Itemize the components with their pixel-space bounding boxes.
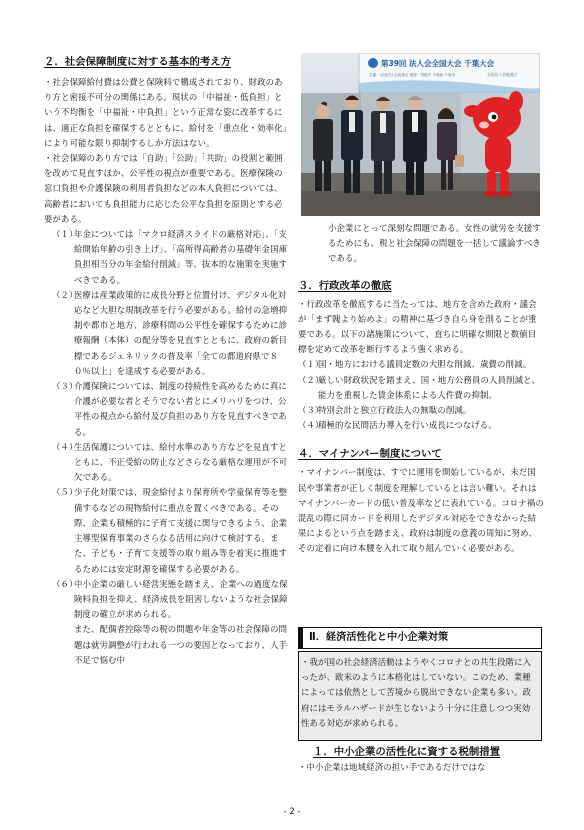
paragraph-economic-situation: ・我が国の社会経済活動はようやくコロナとの共生段階に入ったが、欧米のように本格化はしていない。このため、業種によっては依然として苦境から脱出できない企業も多い。政府にはモラルハザードが生じないよう十分に注意しつつ実効性ある対応が求められる。 [301,657,532,728]
section-heading-social-security: ２．社会保障制度に対する基本的考え方 [44,56,232,68]
list-item: （２） 医療は産業政策的に成長分野と位置付け、デジタル化対応など大胆な規制改革を行う必要がある。給付の急増抑制や都市と地方、診療科間の公平性を確保するために診療報酬（本体）の配分等を見直すとともに、政府の新目標であるジェネリックの普及率「全ての都道府県で８０％以上」を達成する必要がある。 [52,289,288,376]
section-heading-administrative-reform: ３．行政改革の徹底 [298,279,392,292]
paragraph-continued: また、配偶者控除等の税の問題や年金等の社会保障の問題は就労調整が行われる一つの要因となっており、人手不足で悩む中 [74,624,288,665]
section-heading-sme-tax: １．中小企業の活性化に資する税制措置 [313,746,501,758]
paragraph-self-help-role: ・社会保障のあり方では「自助」「公助」「共助」の役割と範囲を改めて見直すほか、公平性の視点が重要である。医療保険の窓口負担や介護保険の利用者負担などの本人負担については、高齢者においても負担能力に応じた公平な負担を原則とする必要がある。 [44,153,283,224]
list-item: （５） 少子化対策では、現金給付より保育所や学童保育等を整備するなどの現物給付に重点を置くべきである。その際、企業も積極的に子育て支援に関与できるよう、企業主導型保育事業のさらなる活用に向けて検討する。また、子ども・子育て支援等の取り組み等を着実に推進するためには安定財源を確保する必要がある。 [52,487,288,574]
banner-logo: 全国法人会総連合 [487,72,518,77]
list-item: （３） 特別会計と独立行政法人の無駄の削減。 [298,405,472,416]
paragraph-social-security-funding: ・社会保障給付費は公費と保険料で構成されており、財政のあり方と密接不可分の関係にある。現状の「中福祉・低負担」という不均衡を「中福祉・中負担」という正常な姿に改革するには、適正な負担を確保するとともに、給付を「重点化・効率化」により可能な限り抑制するしか方法はない。 [44,77,288,148]
section-heading-economic-revitalization: Ⅱ．経済活性化と中小企業対策 [298,627,542,649]
list-item: （１） 年金については「マクロ経済スライドの厳格対応」、「支給開始年齢の引き上げ」、「高所得高齢者の基礎年金国庫負担相当分の年金給付削減」等、抜本的な施策を実施すべきである。 [52,229,288,285]
paragraph-administrative-reform: ・行政改革を徹底するに当たっては、地方を含めた政府・議会が「まず隗より始めよ」の精神に基づき自ら身を削ることが重要である。以下の諸施策について、直ちに明確な期限と数値目標を定めて改革を断行するよう強く求める。 [298,298,537,355]
paragraph-sme: ・中小企業は地域経済の担い手であるだけではな [298,762,486,772]
summary-box [298,651,542,741]
right-column [298,221,544,557]
convention-photo-illustration [301,53,540,216]
paragraph-my-number: ・マイナンバー制度は、すでに運用を開始しているが、未だ国民や事業者が正しく制度を理解しているとは言い難い。それはマイナンバーカードの低い普及率などに表れている。コロナ禍の混乱の際に同カードを利用したデジタル対応をできなかった結果によるという点を踏まえ、政府は制度の意義の周知に努め、その定着に向け本腰を入れて取り組んでいく必要がある。 [298,467,544,554]
banner-subtitle: 主催：全国法人会総連合 後援：国税庁 千葉県 千葉市 [369,73,456,77]
page-number: - 2 - [283,806,301,816]
convention-photo [301,53,540,216]
banner-title: 第39回 法人会全国大会 千葉大会 [381,59,495,68]
list-item: （４） 生活保護については、給付水準のあり方などを見直すとともに、不正受給の防止などさらなる厳格な運用が不可欠である。 [52,441,288,483]
list-item: （１） 国・地方における議員定数の大胆な削減、歳費の削減。 [298,359,532,370]
list-item: （２） 厳しい財政状況を踏まえ、国・地方公務員の人員削減と、能力を重視した賃金体系による人件費の抑制。 [298,374,541,400]
section-heading-my-number: ４．マイナンバー制度について [298,448,442,461]
list-item: （４） 積極的な民間活力導入を行い成長につなげる。 [298,420,497,431]
list-item: （３） 介護保険については、制度の持続性を高めるために真に介護が必要な者とそうでない者とにメリハリをつけ、公平性の視点から給付及び負担のあり方を見直すべきである。 [52,381,287,437]
list-item: （６） 中小企業の厳しい経営実態を踏まえ、企業への過度な保険料負担を抑え、経済成長を阻害しないような社会保障制度の確立が求められる。 [52,578,288,620]
left-column [44,53,290,668]
paragraph-continued: 小企業にとって深刻な問題である。女性の就労を支援するためにも、税と社会保障の問題を一括して議論すべきである。 [328,223,541,264]
